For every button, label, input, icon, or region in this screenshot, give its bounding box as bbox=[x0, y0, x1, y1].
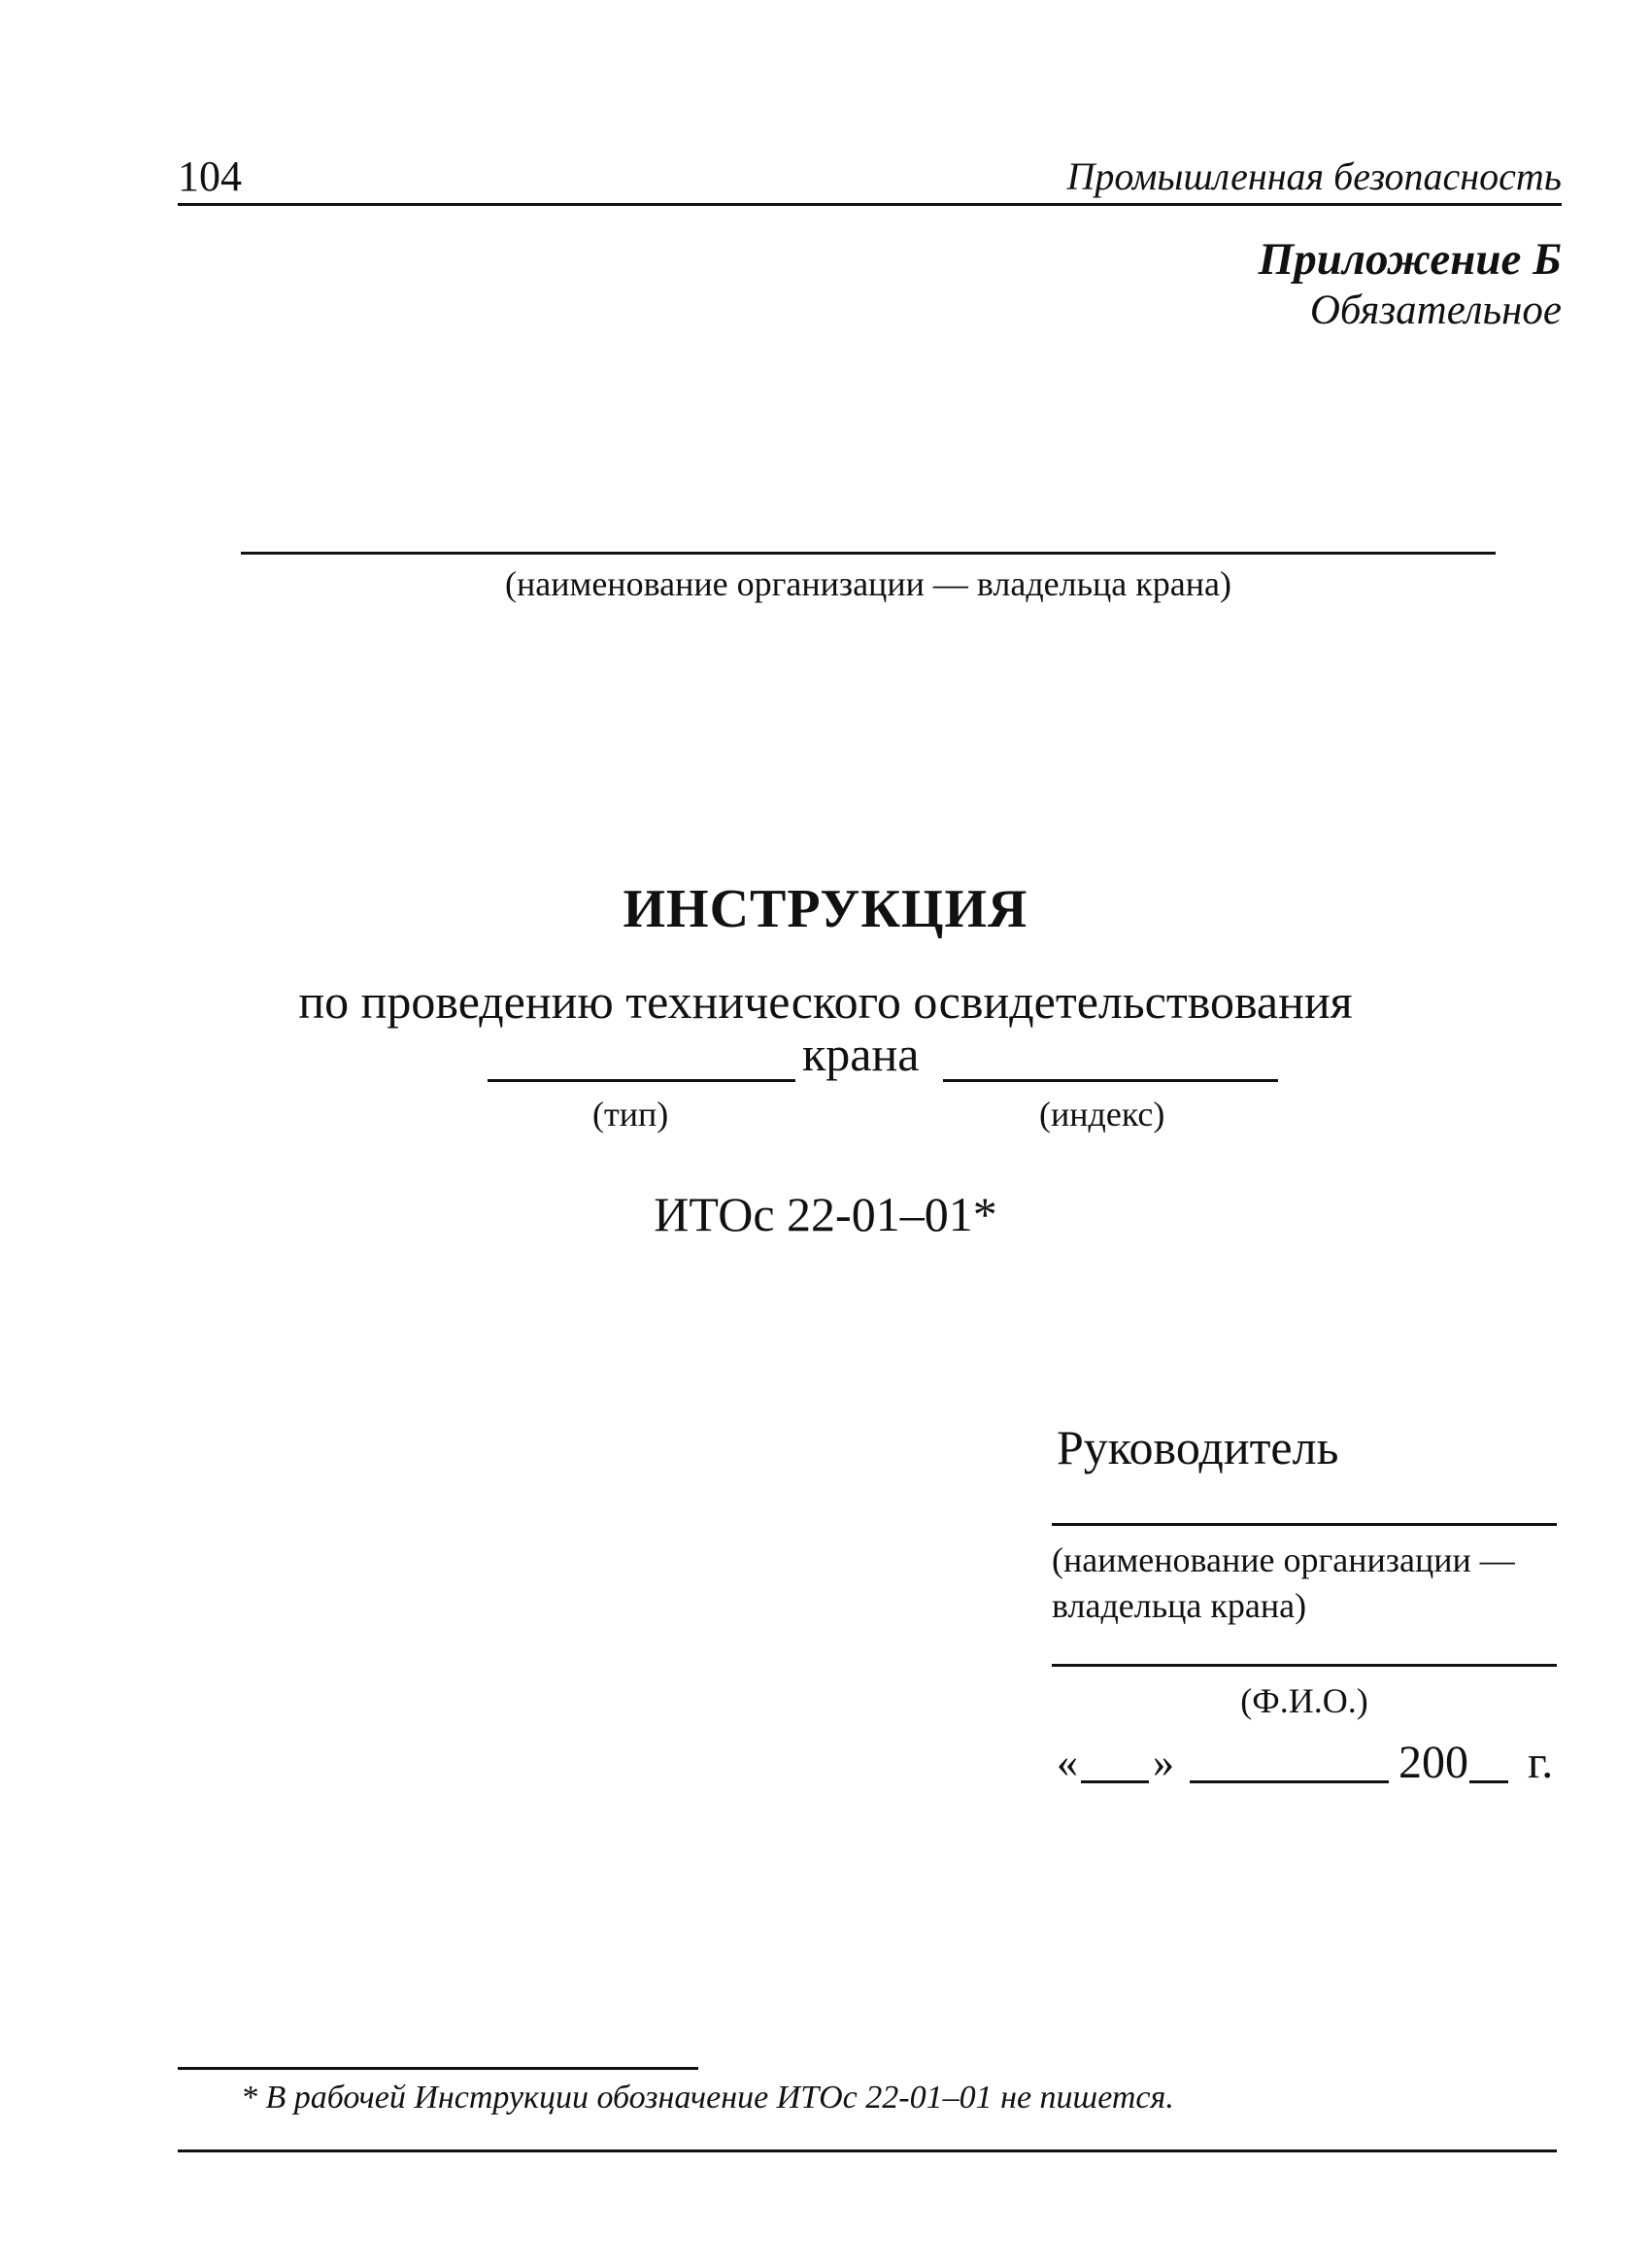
crane-word: крана bbox=[802, 1027, 920, 1081]
crane-index-blank-line bbox=[943, 1079, 1278, 1082]
footnote-separator bbox=[178, 2067, 698, 2070]
appendix-status: Обязательное bbox=[1309, 288, 1562, 333]
document-code: ИТОс 22-01–01* bbox=[654, 1187, 997, 1241]
approver-name-line bbox=[1052, 1664, 1557, 1667]
date-day-blank bbox=[1081, 1780, 1149, 1783]
date-year-suffix: г. bbox=[1528, 1737, 1554, 1788]
crane-type-blank-line bbox=[488, 1079, 795, 1082]
page-number: 104 bbox=[178, 152, 242, 200]
crane-index-caption: (индекс) bbox=[1039, 1095, 1165, 1134]
date-close-quote: » bbox=[1153, 1739, 1174, 1786]
organization-name-caption: (наименование организации — владельца крана) bbox=[505, 564, 1231, 603]
crane-type-caption: (тип) bbox=[592, 1095, 669, 1134]
footnote-text: * В рабочей Инструкции обозначение ИТОс 22-01–01 не пишется. bbox=[241, 2080, 1174, 2116]
approver-organization-line bbox=[1052, 1523, 1557, 1526]
approver-organization-caption-line-2: владельца крана) bbox=[1052, 1586, 1307, 1625]
header-rule bbox=[178, 203, 1562, 206]
date-year-blank bbox=[1469, 1780, 1508, 1783]
date-open-quote: « bbox=[1057, 1739, 1078, 1786]
document-title: ИНСТРУКЦИЯ bbox=[623, 879, 1028, 939]
date-year-prefix: 200 bbox=[1398, 1737, 1468, 1788]
running-title: Промышленная безопасность bbox=[1066, 154, 1562, 198]
approver-organization-caption-line-1: (наименование организации — bbox=[1052, 1540, 1515, 1579]
document-subtitle: по проведению технического освидетельствования bbox=[298, 974, 1353, 1029]
organization-name-line bbox=[241, 552, 1496, 555]
appendix-title: Приложение Б bbox=[1258, 234, 1562, 285]
approver-name-caption: (Ф.И.О.) bbox=[1240, 1681, 1368, 1720]
approver-role: Руководитель bbox=[1057, 1420, 1339, 1474]
approver-organization-caption bbox=[1052, 1538, 1576, 1629]
date-month-blank bbox=[1190, 1780, 1389, 1783]
footer-rule bbox=[178, 2150, 1557, 2152]
